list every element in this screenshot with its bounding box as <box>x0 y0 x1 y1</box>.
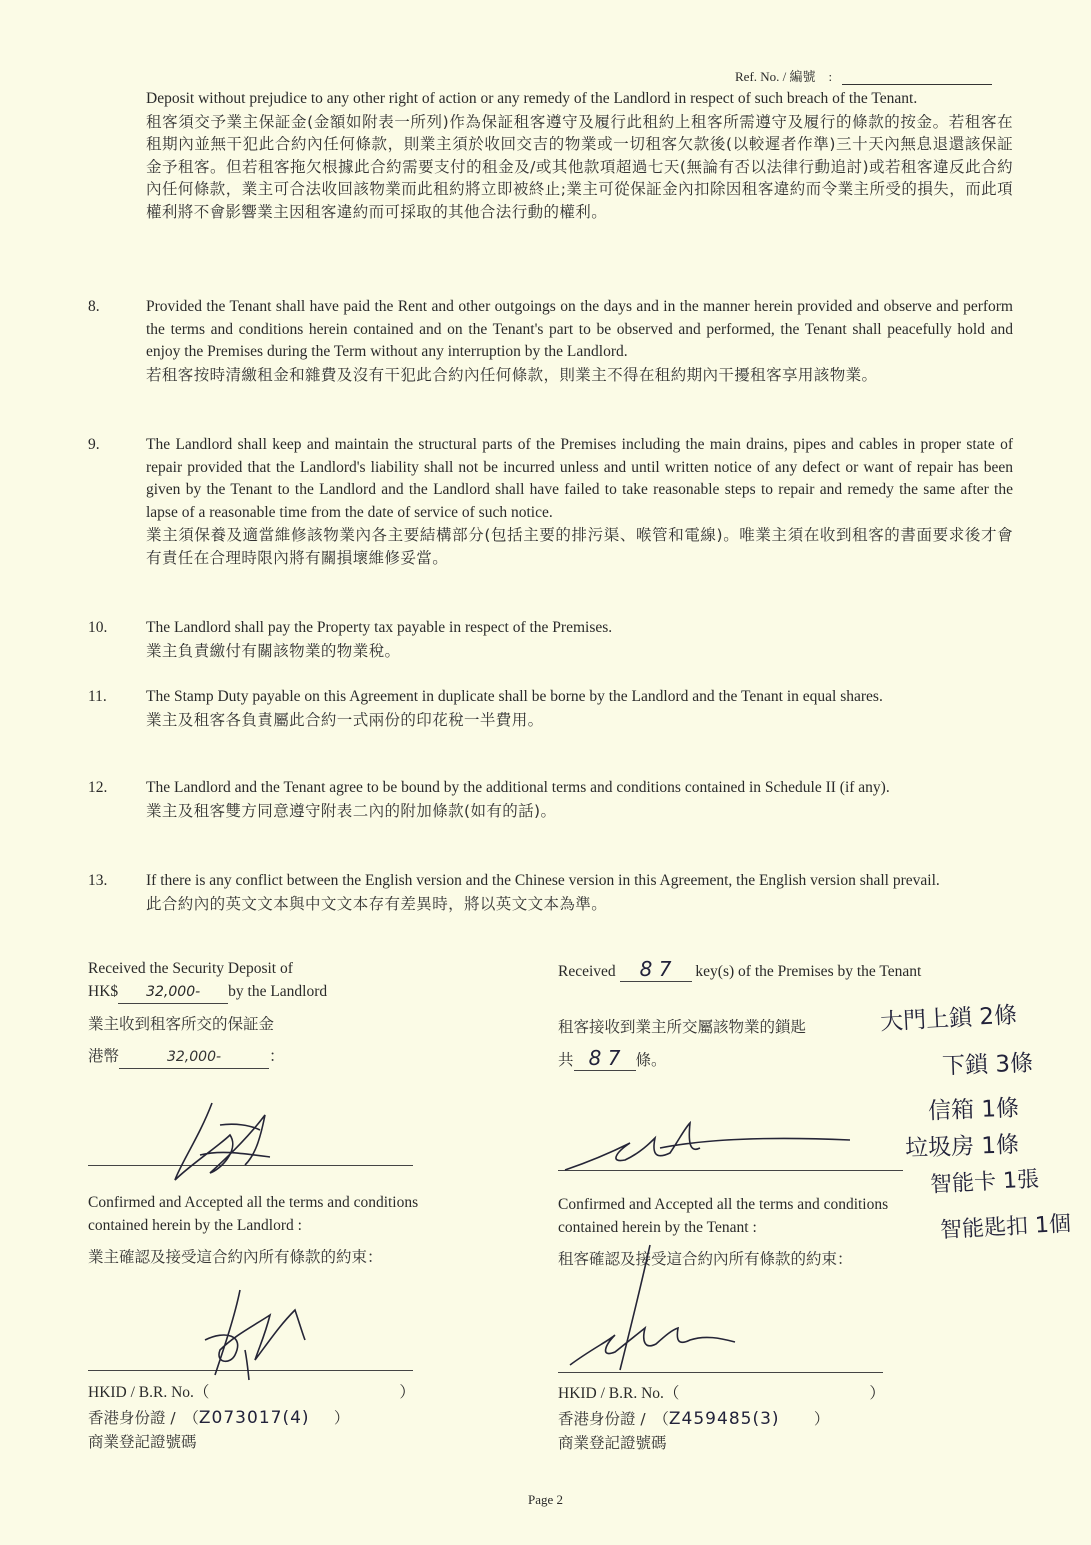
landlord-signature-1 <box>160 1095 290 1190</box>
hkd-prefix: HK$ <box>88 982 119 1000</box>
hkid-zh-label: 香港身份證 / （ <box>88 1408 199 1427</box>
handwritten-key-4: 垃圾房 1條 <box>904 1132 1020 1162</box>
handwritten-key-5: 智能卡 1張 <box>929 1167 1040 1198</box>
keys-zh-count: 8 7 <box>574 1047 636 1071</box>
ref-blank-line <box>842 72 992 85</box>
tenant-hkid-zh <box>558 1408 978 1431</box>
handwritten-key-1: 大門上鎖 2條 <box>879 1002 1018 1036</box>
landlord-signature-2 <box>185 1285 325 1385</box>
landlord-confirm-zh: 業主確認及接受這合約內所有條款的約束： <box>88 1248 383 1266</box>
keys-prefix: Received <box>558 963 616 980</box>
clause-english: If there is any conflict between the English version and the Chinese version in this Agreement, the English version shall prevail. <box>146 872 940 889</box>
clause-number: 13. <box>88 872 108 889</box>
tenant-hkid-en <box>558 1383 978 1406</box>
clause-deposit <box>88 88 1013 223</box>
clause-number: 8. <box>88 298 100 315</box>
clause-chinese: 業主須保養及適當維修該物業內各主要結構部分(包括主要的排污渠、喉管和電線)。唯業主須在收到租客的書面要求後才會有責任在合理時限內將有關損壞維修妥當。 <box>146 526 1013 567</box>
hkid-label: HKID / B.R. No.（ <box>558 1385 680 1402</box>
bracket-close: ） <box>333 1408 350 1427</box>
clause-english: The Landlord shall pay the Property tax payable in respect of the Premises. <box>146 619 613 636</box>
handwritten-key-3: 信箱 1條 <box>927 1095 1020 1125</box>
tenant-id-block <box>558 1383 978 1455</box>
zh-gong: 共 <box>558 1051 574 1069</box>
clause-chinese: 此合約內的英文文本與中文文本存有差異時，將以英文文本為準。 <box>146 894 608 913</box>
clause-english: The Landlord and the Tenant agree to be bound by the additional terms and conditions contained in Schedule II (if any). <box>146 779 890 796</box>
clause-english: Deposit without prejudice to any other right of action or any remedy of the Landlord in respect of such breach of the Tenant. <box>146 90 918 107</box>
clause-8 <box>88 296 1013 386</box>
page-number: Page 2 <box>527 1492 564 1507</box>
landlord-hkid-en <box>88 1382 508 1405</box>
clause-english: The Stamp Duty payable on this Agreement in duplicate shall be borne by the Landlord and the Tenant in equal shares. <box>146 688 883 705</box>
clause-chinese: 業主及租客雙方同意遵守附表二內的附加條款(如有的話)。 <box>146 801 557 820</box>
deposit-line-1: Received the Security Deposit of <box>88 960 293 977</box>
clause-number: 9. <box>88 436 100 453</box>
clause-number: 11. <box>88 688 107 705</box>
bracket-close: ） <box>813 1409 830 1428</box>
landlord-deposit-receipt <box>88 958 508 1069</box>
landlord-confirm-en-2: contained herein by the Landlord : <box>88 1216 302 1234</box>
clause-12 <box>88 777 1013 822</box>
deposit-zh-amount: 32,000- <box>119 1046 269 1070</box>
keys-count: 8 7 <box>620 958 692 982</box>
tenant-br-zh: 商業登記證號碼 <box>558 1434 667 1452</box>
bracket-close: ） <box>399 1384 415 1401</box>
clause-chinese: 業主負責繳付有關該物業的物業稅。 <box>146 641 401 660</box>
landlord-confirmation <box>88 1192 518 1269</box>
landlord-br-zh: 商業登記證號碼 <box>88 1433 197 1451</box>
hkid-zh-label: 香港身份證 / （ <box>558 1409 669 1428</box>
landlord-hkid-value: Z073017(4) <box>198 1407 310 1428</box>
keys-line <box>558 958 998 984</box>
hkd-zh-prefix: 港幣 <box>88 1046 120 1065</box>
clause-chinese: 業主及租客各負責屬此合約一式兩份的印花稅一半費用。 <box>146 710 544 729</box>
keys-zh-line-1: 租客接收到業主所交屬該物業的鎖匙 <box>558 1017 807 1036</box>
clause-number: 12. <box>88 779 108 796</box>
ref-number <box>735 66 992 85</box>
handwritten-key-2: 下鎖 3條 <box>941 1050 1034 1080</box>
handwritten-key-6: 智能匙扣 1個 <box>939 1211 1072 1244</box>
tenant-confirm-en-2: contained herein by the Tenant : <box>558 1218 757 1236</box>
tenant-confirm-en-1: Confirmed and Accepted all the terms and conditions <box>558 1196 889 1213</box>
tenant-signature-1 <box>560 1118 860 1178</box>
keys-zh-line-2 <box>558 1047 998 1072</box>
landlord-confirm-en-1: Confirmed and Accepted all the terms and conditions <box>88 1194 419 1211</box>
zh-tiao: 條。 <box>635 1051 667 1069</box>
landlord-hkid-zh <box>88 1407 508 1430</box>
hkid-label: HKID / B.R. No.（ <box>88 1384 210 1401</box>
clause-number: 10. <box>88 619 108 636</box>
tenant-confirm-zh: 租客確認及接受這合約內所有條款的約束： <box>558 1250 853 1268</box>
clause-13 <box>88 870 1013 915</box>
tenant-hkid-value: Z459485(3) <box>668 1408 780 1429</box>
clause-9 <box>88 434 1013 569</box>
clause-chinese: 租客須交予業主保証金(金額如附表一所列)作為保証租客遵守及履行此租約上租客所需遵守及履行的條款的按金。若租客在租期內並無干犯此合約內任何條款，則業主須於收回交吉的物業或一切租客欠款後(以較遲者作準)三十天內無息退還該保証金予租客。但若租客拖欠根據此合約需要支付的租金及/或其他款項超過七天(無論有否以法律行動追討)或若租客違反此合約內任何條款，業主可合法收回該物業而此租約將立即被終止;業主可從保証金內扣除因租客違約而令業主所受的損失，而此項權利將不會影響業主因租客違約而可採取的其他合法行動的權利。 <box>146 112 1013 221</box>
deposit-line-2 <box>88 981 508 1005</box>
keys-suffix: key(s) of the Premises by the Tenant <box>695 963 922 980</box>
landlord-id-block <box>88 1382 508 1454</box>
clause-11 <box>88 686 1013 731</box>
deposit-zh-line-1: 業主收到租客所交的保証金 <box>88 1015 275 1033</box>
tenant-signature-2 <box>560 1240 760 1380</box>
deposit-amount: 32,000- <box>118 981 228 1005</box>
ref-label: Ref. No. / 編號 : <box>735 69 833 84</box>
clause-10 <box>88 617 1013 662</box>
bracket-close: ） <box>869 1385 885 1402</box>
clause-english: The Landlord shall keep and maintain the structural parts of the Premises including the main drains, pipes and cables in proper state of repair provided that the Landlord's liability shall not be incurred unless and until written notice of any defect or want of repair has been given by the Tenant to the Landlord and the Landlord shall have failed to take reasonable steps to repair and remedy the same after the lapse of a reasonable time from the date of service of such notice. <box>146 436 1013 521</box>
clause-english: Provided the Tenant shall have paid the Rent and other outgoings on the days and in the manner herein provided and observe and perform the terms and conditions herein contained and on the Tenant's part to be observed and performed, the Tenant shall peacefully hold and enjoy the Premises during the Term without any interruption by the Landlord. <box>146 298 1013 360</box>
clause-chinese: 若租客按時清繳租金和雜費及沒有干犯此合約內任何條款，則業主不得在租約期內干擾租客享用該物業。 <box>146 365 878 384</box>
colon: ： <box>269 1046 285 1065</box>
deposit-suffix: by the Landlord <box>228 982 328 1000</box>
deposit-zh-line-2 <box>88 1045 508 1070</box>
